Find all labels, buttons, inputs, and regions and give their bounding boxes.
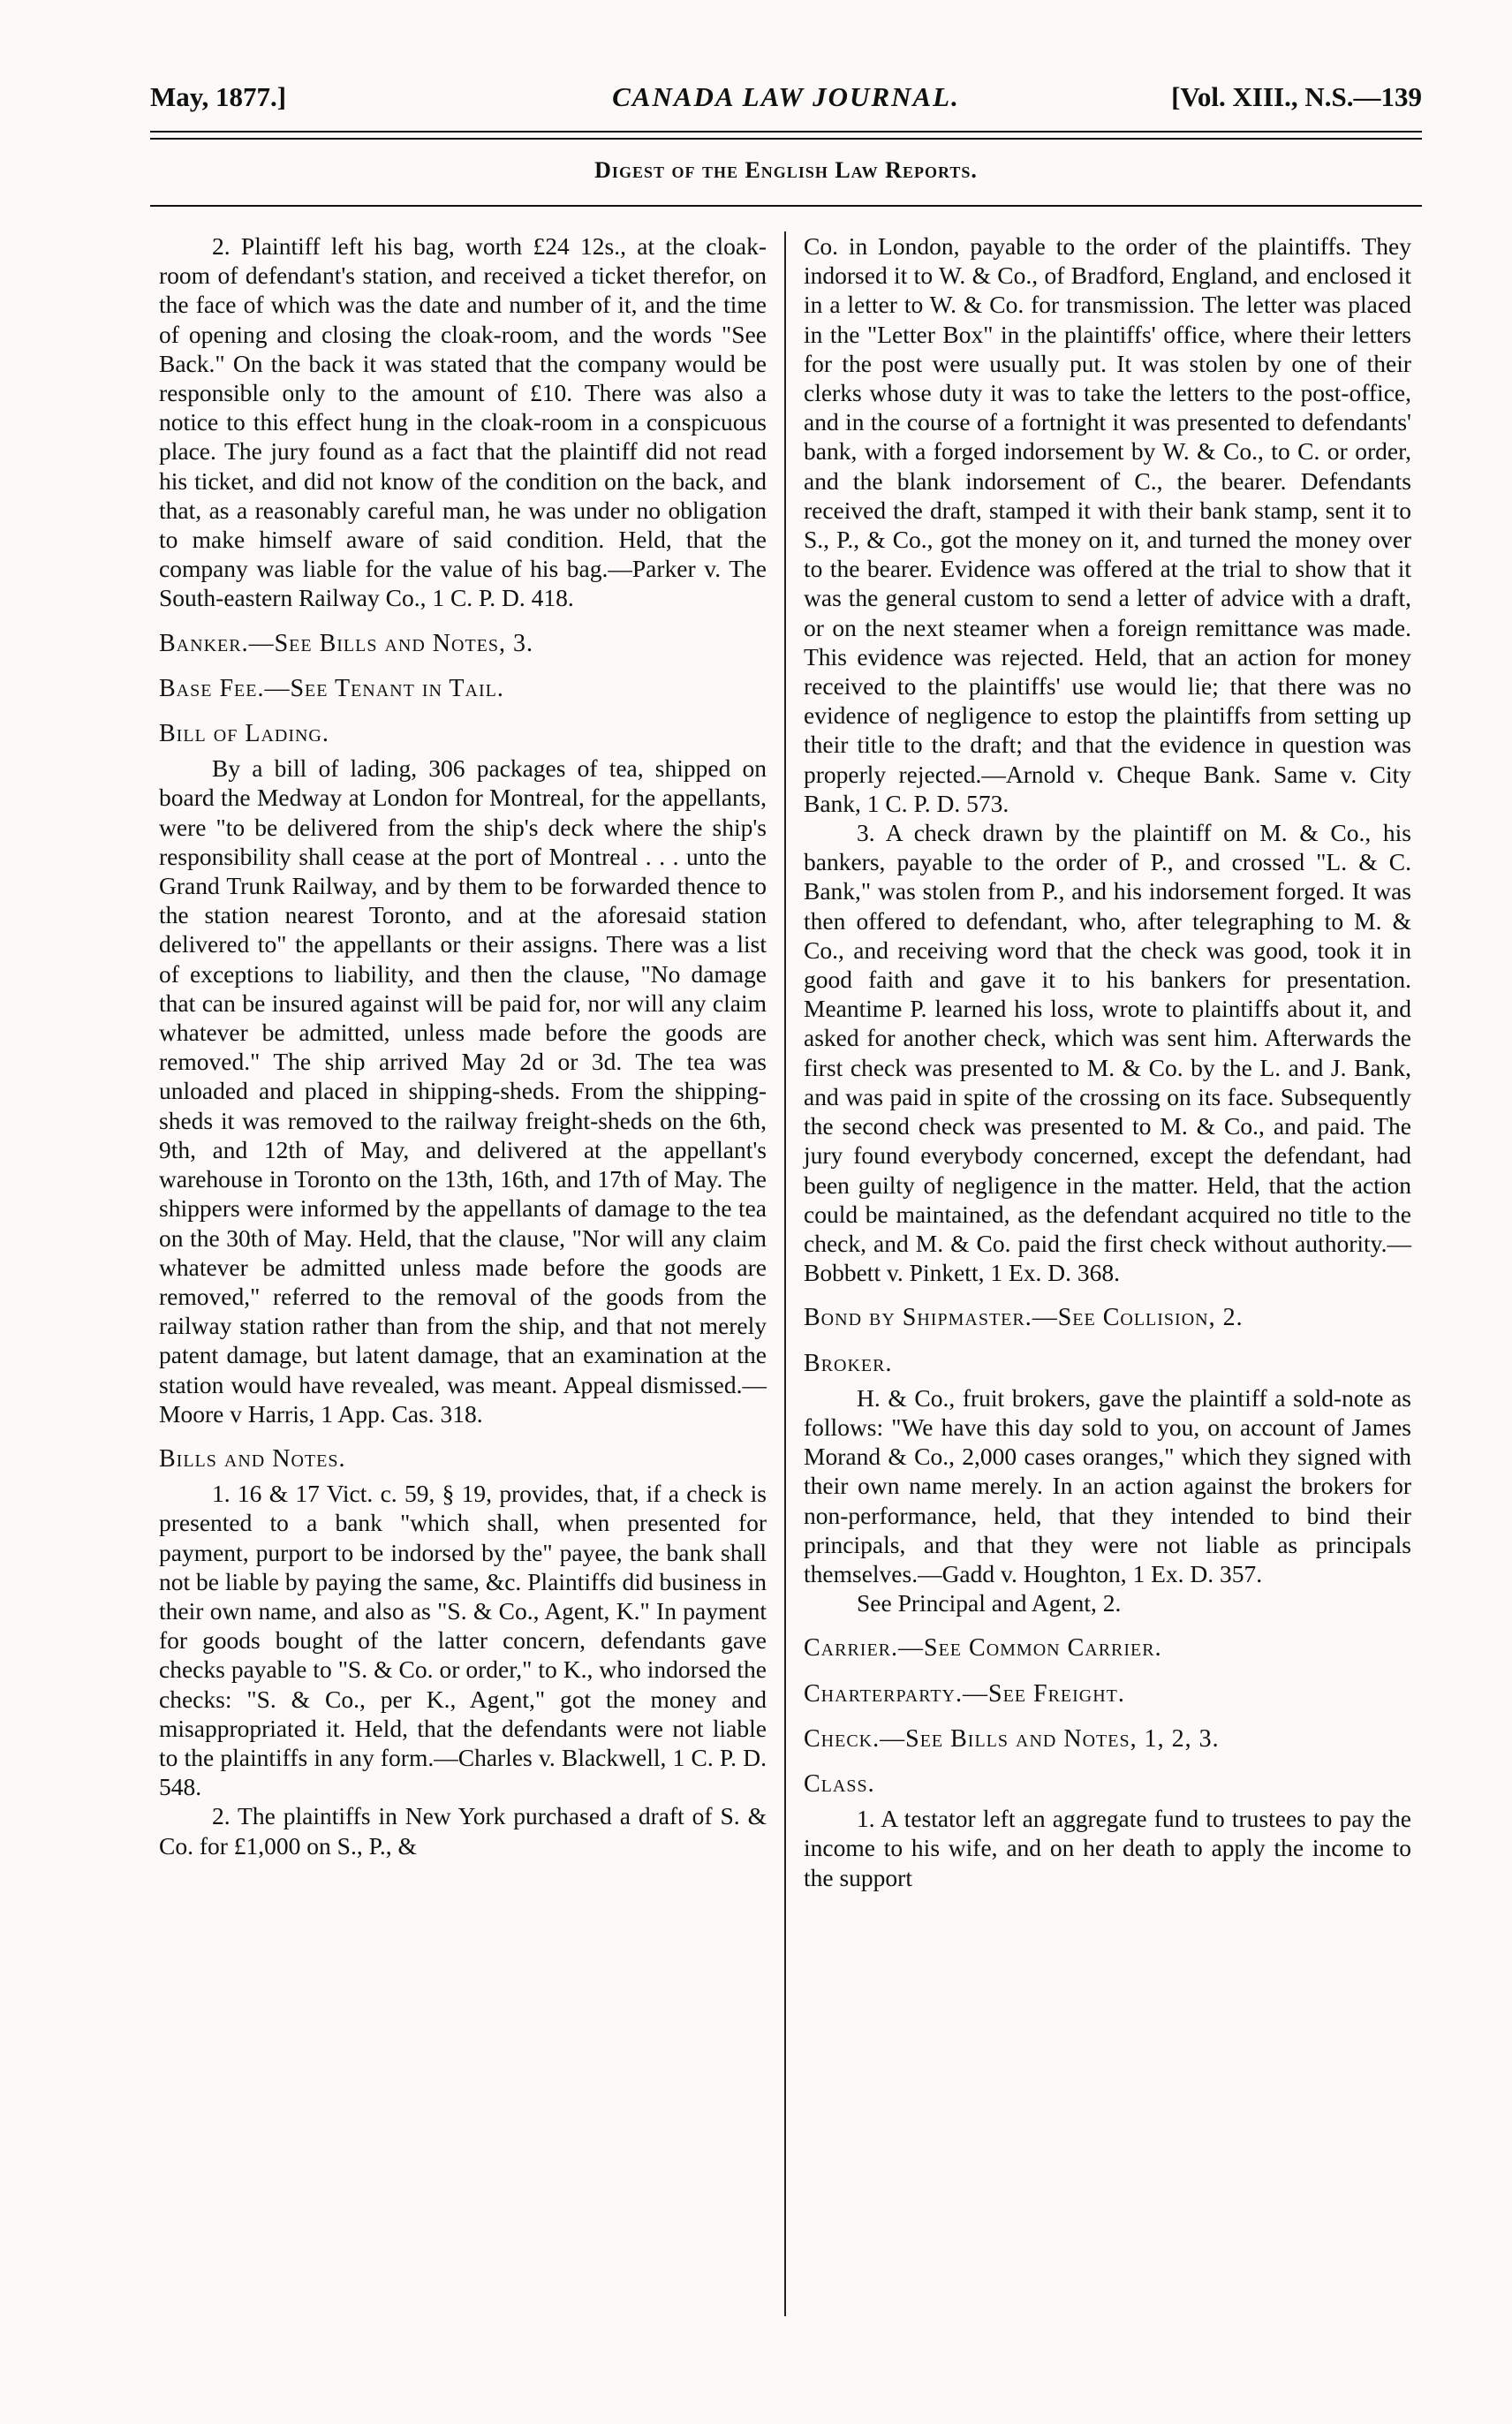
section-subheading: Digest of the English Law Reports.: [594, 157, 978, 183]
digest-heading: Broker.: [804, 1349, 893, 1377]
header-rule-bottom: [150, 138, 1422, 140]
digest-heading: Charterparty.—See Freight.: [804, 1679, 1125, 1708]
digest-heading: Base Fee.—See Tenant in Tail.: [159, 674, 504, 702]
digest-entry-continued: Co. in London, payable to the order of the plaintiffs. They indorsed it to W. & Co., of Bradford, England, and enclosed it in a letter to W. & Co. for transmission. The letter was placed in the "Letter Box" in the plaintiffs' office, where their letters for the post were usually put. It was stolen by one of their clerks whose duty it was to take the letters to the post-office, and in the course of a fortnight it was presented to defendants' bank, with a forged indorsement by W. & Co., to C. or order, and the blank indorsement of C., the bearer. Defendants received the draft, stamped it with their bank stamp, sent it to S., P., & Co., got the money on it, and turned the money over to the bearer. Evidence was offered at the trial to show that it was the general custom to send a letter of advice with a draft, or on the next steamer when a foreign remittance was made. This evidence was rejected. Held, that an action for money received to the plaintiffs' use would lie; that there was no evidence of negligence to estop the plaintiffs from setting up their title to the draft; and that the evidence in question was properly rejected.—Arnold v. Cheque Bank. Same v. City Bank, 1 C. P. D. 573.: [804, 232, 1411, 817]
digest-entry: H. & Co., fruit brokers, gave the plaintiff a sold-note as follows: "We have this day sold to you, on account of James Morand & Co., 2,000 cases oranges," which they signed with their own name merely. In an action against the brokers for non-performance, held, that they intended to bind their principals, and that they were not liable as principals themselves.—Gadd v. Houghton, 1 Ex. D. 357.: [804, 1383, 1411, 1587]
header-volume-page: [Vol. XIII., N.S.—139: [1171, 81, 1422, 112]
digest-heading: Banker.—See Bills and Notes, 3.: [159, 629, 534, 657]
right-column: [804, 231, 1411, 1892]
cross-reference: See Principal and Agent, 2.: [857, 1589, 1122, 1617]
digest-entry: 1. 16 & 17 Vict. c. 59, § 19, provides, that, if a check is presented to a bank "which shall, when presented for payment, purport to be indorsed by the" payee, the bank shall not be liable by paying the same, &c. Plaintiffs did business in their own name, and also as "S. & Co., Agent, K." In payment for goods bought of the latter concern, defendants gave checks payable to "S. & Co. or order," to K., who indorsed the checks: "S. & Co., per K., Agent," got the money and misappropriated it. Held, that the defendants were not liable to the plaintiffs in any form.—Charles v. Blackwell, 1 C. P. D. 548.: [159, 1480, 767, 1801]
digest-heading: Bill of Lading.: [159, 720, 329, 748]
digest-entry: 2. Plaintiff left his bag, worth £24 12s., at the cloak-room of defendant's station, and received a ticket therefor, on the face of which was the date and number of it, and the time of opening and closing the cloak-room, and the words "See Back." On the back it was stated that the company would be responsible only to the amount of £10. There was also a notice to this effect hung in the cloak-room in a conspicuous place. The jury found as a fact that the plaintiff did not read his ticket, and did not know of the condition on the back, and that, as a reasonably careful man, he was under no obligation to make himself aware of said condition. Held, that the company was liable for the value of his bag.—Parker v. The South-eastern Railway Co., 1 C. P. D. 418.: [159, 232, 767, 612]
left-column: [159, 231, 767, 1860]
header-date: May, 1877.]: [150, 81, 287, 112]
running-header: [150, 81, 1422, 117]
digest-heading: Bond by Shipmaster.—See Collision, 2.: [804, 1304, 1244, 1332]
header-journal-title: CANADA LAW JOURNAL.: [612, 81, 960, 112]
digest-heading: Bills and Notes.: [159, 1444, 346, 1473]
digest-heading: Check.—See Bills and Notes, 1, 2, 3.: [804, 1724, 1220, 1753]
digest-entry: 3. A check drawn by the plaintiff on M. & Co., his bankers, payable to the order of P., and crossed "L. & C. Bank," was stolen from P., and his indorsement forged. It was then offered to defendant, who, after telegraphing to M. & Co., and receiving word that the check was good, took it in good faith and gave it to his bankers for presentation. Meantime P. learned his loss, wrote to plaintiffs about it, and asked for another check, which was sent him. Afterwards the first check was presented to M. & Co. by the L. and J. Bank, and was paid in spite of the crossing on its face. Subsequently the second check was presented to M. & Co., and paid. The jury found everybody concerned, except the defendant, had been guilty of negligence in the matter. Held, that the action could be maintained, as the defendant acquired no title to the check, and M. & Co. paid the first check without authority.—Bobbett v. Pinkett, 1 Ex. D. 368.: [804, 819, 1411, 1287]
digest-heading: Class.: [804, 1769, 875, 1798]
digest-heading: Carrier.—See Common Carrier.: [804, 1634, 1162, 1663]
subheading-rule: [150, 205, 1422, 207]
column-divider: [784, 231, 786, 2316]
header-rule-top: [150, 131, 1422, 133]
digest-entry: 2. The plaintiffs in New York purchased a draft of S. & Co. for £1,000 on S., P., &: [159, 1802, 767, 1860]
digest-entry: By a bill of lading, 306 packages of tea, shipped on board the Medway at London for Montreal, for the appellants, were "to be delivered from the ship's deck where the ship's responsibility shall cease at the port of Montreal . . . unto the Grand Trunk Railway, and by them to be forwarded thence to the station nearest Toronto, and at the aforesaid station delivered to" the appellants or their assigns. There was a list of exceptions to liability, and then the clause, "No damage that can be insured against will be paid for, nor will any claim whatever be admitted, unless made before the goods are removed." The ship arrived May 2d or 3d. The tea was unloaded and placed in shipping-sheds. From the shipping-sheds it was removed to the railway freight-sheds on the 6th, 9th, and 12th of May, and delivered at the appellant's warehouse in Toronto on the 13th, 16th, and 17th of May. The shippers were informed by the appellants of damage to the tea on the 30th of May. Held, that the clause, "Nor will any claim whatever be admitted unless made before the goods are removed," referred to the removal of the goods from the railway station rather than from the ship, and that not merely patent damage, but latent damage, that an examination at the station would have revealed, was meant. Appeal dismissed.—Moore v Harris, 1 App. Cas. 318.: [159, 754, 767, 1428]
digest-entry: 1. A testator left an aggregate fund to trustees to pay the income to his wife, and on her death to apply the income to the support: [804, 1805, 1411, 1891]
